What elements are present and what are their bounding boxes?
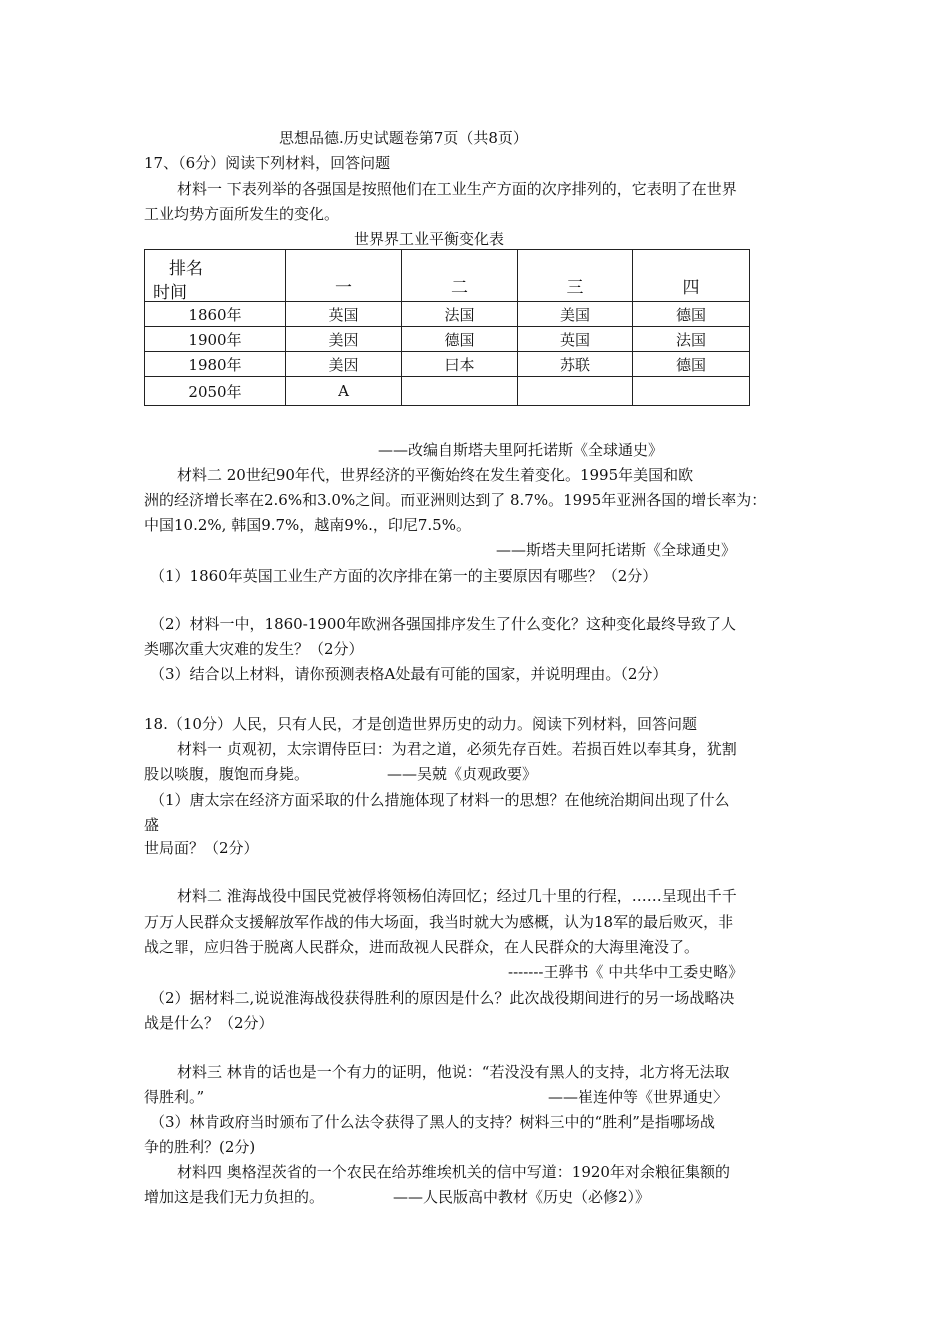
source-citation: ——改编自斯塔夫里阿托诺斯《全球通史》	[378, 441, 664, 459]
question-18-2: 战是什么？（2分）	[144, 1014, 274, 1032]
table-row	[145, 327, 750, 352]
table-row	[145, 352, 750, 377]
question-17-title: 17、（6分）阅读下列材料，回答问题	[144, 154, 391, 172]
column-header: 二	[402, 250, 518, 302]
source-citation: ——斯塔夫里阿托诺斯《全球通史》	[496, 541, 737, 559]
page-header: 思想品德.历史试题卷第7页（共8页）	[279, 129, 528, 147]
material-2-text: 洲的经济增长率在2.6%和3.0%之间。而亚洲则达到了 8.7%。1995年亚洲各国的增长率为：	[144, 491, 767, 509]
question-18-title: 18.（10分）人民，只有人民，才是创造世界历史的动力。阅读下列材料，回答问题	[144, 715, 697, 733]
table-cell: 曰本	[402, 352, 518, 377]
question-18-1: 盛	[144, 816, 160, 834]
material-1-text: 材料一 贞观初，太宗谓侍臣曰：为君之道，必须先存百姓。若损百姓以奉其身，犹割	[177, 740, 737, 758]
question-18-2: （2）据材料二,说说淮海战役获得胜利的原因是什么？此次战役期间进行的另一场战略决	[150, 989, 735, 1007]
row-time-cell: 1860年	[145, 302, 286, 327]
question-18-1: （1）唐太宗在经济方面采取的什么措施体现了材料一的思想？在他统治期间出现了什么	[150, 791, 730, 809]
table-cell: 美国	[518, 302, 633, 327]
source-citation: ——人民版高中教材《历史（必修2）》	[393, 1188, 651, 1206]
corner-time-label: 时间	[153, 283, 187, 303]
source-citation: ——崔连仲等《世界通史〉	[548, 1088, 729, 1106]
material-2-text: 万万人民群众支援解放军作战的伟大场面，我当时就大为感概，认为18军的最后败灭，非	[144, 913, 734, 931]
material-2-text: 中国10.2%, 韩国9.7%，越南9%.，印尼7.5%。	[144, 516, 471, 534]
table-corner-cell	[145, 250, 286, 302]
material-4-text: 材料四 奥格涅茨省的一个农民在给苏维埃机关的信中写道：1920年对余粮征集额的	[177, 1163, 730, 1181]
question-18-3: 争的胜利？(2分)	[144, 1138, 256, 1156]
table-cell: 美因	[286, 352, 402, 377]
table-cell: 苏联	[518, 352, 633, 377]
table-cell: 德国	[633, 352, 750, 377]
table-title: 世界界工业平衡变化表	[354, 230, 505, 248]
table-cell	[518, 377, 633, 406]
material-3-text: 材料三 林肯的话也是一个有力的证明，他说：“若没没有黑人的支持，北方将无法取	[177, 1063, 730, 1081]
question-17-3: （3）结合以上材料，请你预测表格A处最有可能的国家，并说明理由。（2分）	[150, 665, 668, 683]
table-header-row	[145, 250, 750, 302]
column-header: 一	[286, 250, 402, 302]
row-time-cell: 1980年	[145, 352, 286, 377]
material-2-text: 战之罪，应归咎于脱离人民群众，进而敌视人民群众，在人民群众的大海里淹没了。	[144, 938, 700, 956]
table-cell: 美因	[286, 327, 402, 352]
table-cell: 德国	[633, 302, 750, 327]
material-1-text: 材料一 下表列举的各强国是按照他们在工业生产方面的次序排列的，它表明了在世界	[177, 180, 737, 198]
material-2-text: 材料二 20世纪90年代，世界经济的平衡始终在发生着变化。1995年美国和欧	[177, 466, 694, 484]
question-18-1: 世局面？（2分）	[144, 839, 259, 857]
material-2-text: 材料二 淮海战役中国民党被俘将领杨伯涛回忆；经过几十里的行程，……呈现出千千	[177, 887, 737, 905]
table-cell: A	[286, 377, 402, 406]
question-17-2: （2）材料一中，1860-1900年欧洲各强国排序发生了什么变化？这种变化最终导致了人	[150, 615, 736, 633]
row-time-cell: 2050年	[145, 377, 286, 406]
column-header: 三	[518, 250, 633, 302]
table-row	[145, 377, 750, 406]
table-cell	[633, 377, 750, 406]
industry-ranking-table	[144, 249, 750, 406]
row-time-cell: 1900年	[145, 327, 286, 352]
table-row	[145, 302, 750, 327]
table-cell: 法国	[402, 302, 518, 327]
material-3-text: 得胜利。”	[144, 1088, 205, 1106]
table-cell: 德国	[402, 327, 518, 352]
table-cell	[402, 377, 518, 406]
question-17-2: 类哪次重大灾难的发生？（2分）	[144, 640, 364, 658]
material-1-text: 工业均势方面所发生的变化。	[144, 205, 340, 223]
table-cell: 英国	[518, 327, 633, 352]
table-cell: 英国	[286, 302, 402, 327]
table-cell: 法国	[633, 327, 750, 352]
corner-rank-label: 排名	[169, 259, 203, 279]
column-header: 四	[633, 250, 750, 302]
source-citation: ——吴兢《贞观政要》	[387, 765, 538, 783]
question-17-1: （1）1860年英国工业生产方面的次序排在第一的主要原因有哪些？（2分）	[150, 567, 658, 585]
material-4-text: 增加这是我们无力负担的。	[144, 1188, 325, 1206]
material-1-text: 股以啖腹，腹饱而身毙。	[144, 765, 310, 783]
source-citation: -------王骅书《 中共华中工委史略》	[508, 963, 744, 981]
question-18-3: （3）林肯政府当时颁布了什么法令获得了黑人的支持？树料三中的“胜利”是指哪场战	[150, 1113, 715, 1131]
